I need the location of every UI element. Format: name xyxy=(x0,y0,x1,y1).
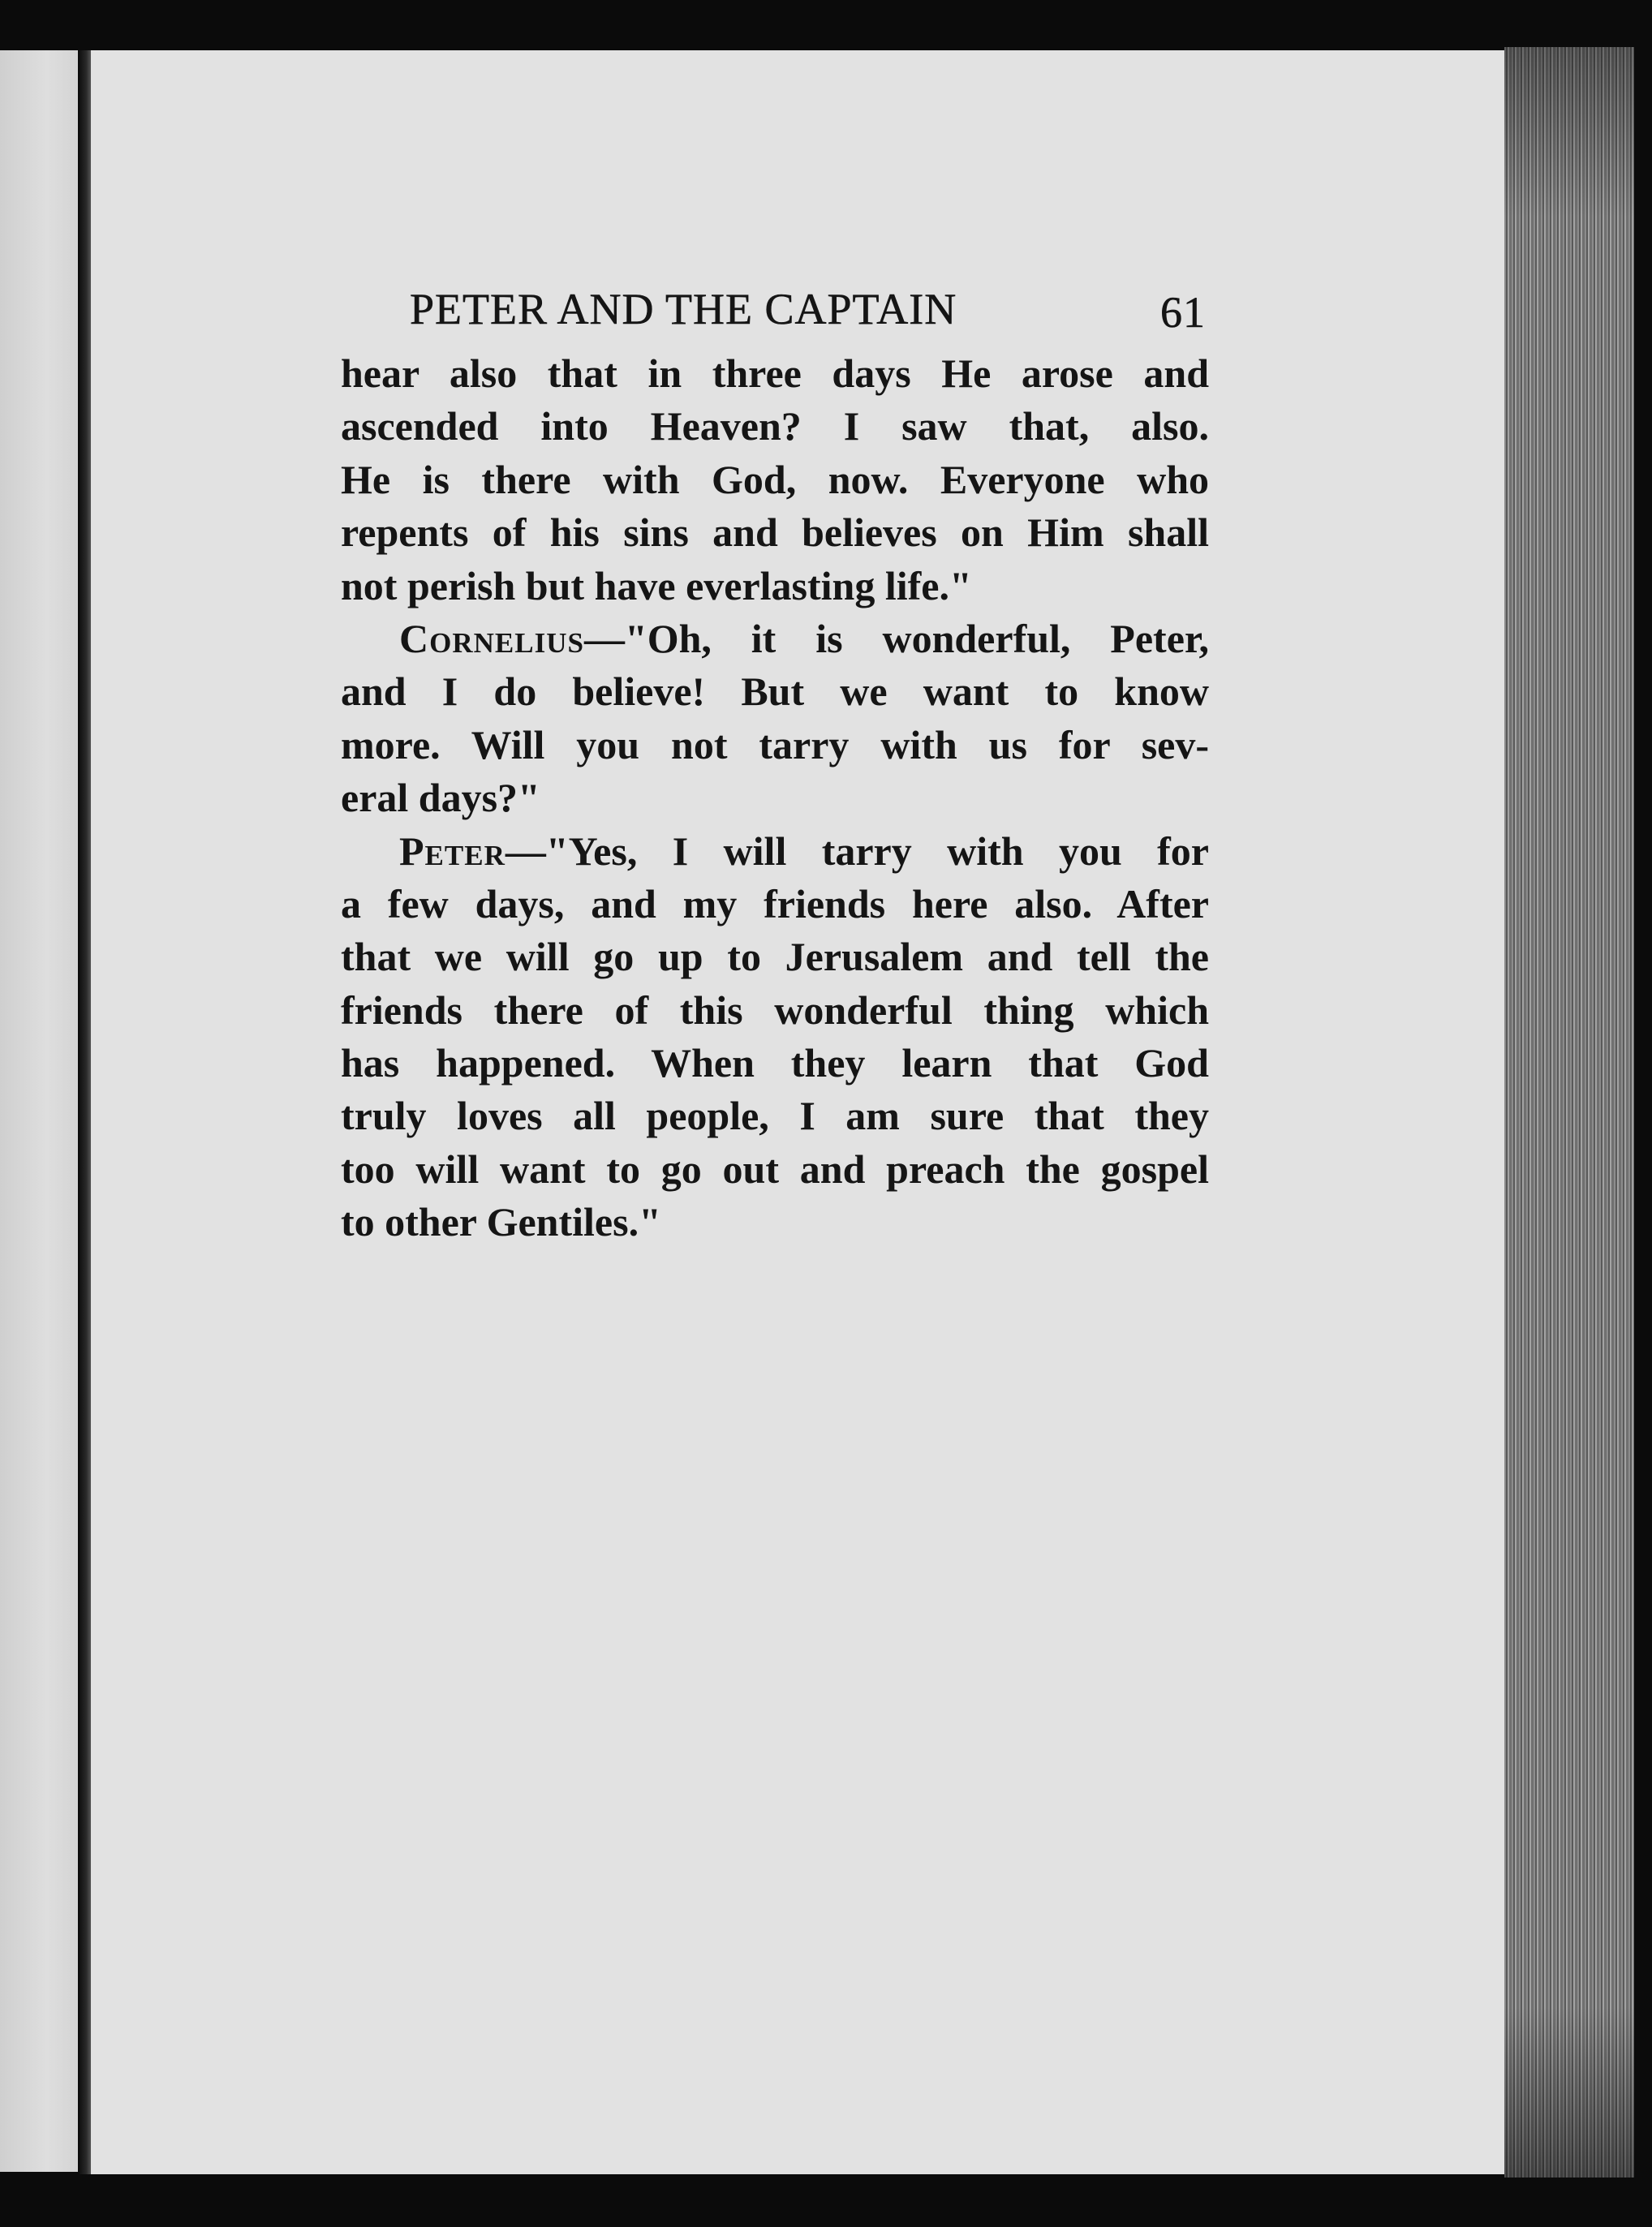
page-number: 61 xyxy=(1160,288,1206,337)
dialogue-text: —"Oh, it is wonderful, Peter, xyxy=(583,615,1209,661)
text-line: too will want to go out and preach the gospel xyxy=(341,1146,1209,1192)
text-line: that we will go up to Jerusalem and tell the xyxy=(341,934,1209,980)
text-line: eral days?" xyxy=(341,775,540,821)
text-line: not perish but have everlasting life." xyxy=(341,562,972,608)
text-line: more. Will you not tarry with us for sev- xyxy=(341,721,1209,767)
text-line: and I do believe! But we want to know xyxy=(341,669,1209,715)
text-line: He is there with God, now. Everyone who xyxy=(341,456,1209,502)
body-text xyxy=(341,347,1209,1249)
speaker-name-peter: Peter xyxy=(399,828,505,874)
text-line: ascended into Heaven? I saw that, also. xyxy=(341,403,1209,449)
text-line: repents of his sins and believes on Him shall xyxy=(341,509,1209,556)
dialogue-line-cornelius xyxy=(341,613,1209,665)
text-line: to other Gentiles." xyxy=(341,1199,661,1245)
text-line: friends there of this wonderful thing which xyxy=(341,987,1209,1033)
facing-page-edge xyxy=(0,50,78,2172)
binding-gutter xyxy=(80,50,91,2174)
text-line: hear also that in three days He arose and xyxy=(341,350,1209,396)
running-head-title: PETER AND THE CAPTAIN xyxy=(410,285,957,333)
speaker-name-cornelius: Cornelius xyxy=(399,615,584,661)
page-stack-edge xyxy=(1504,47,1634,2178)
dialogue-line-peter xyxy=(341,825,1209,878)
text-line: truly loves all people, I am sure that they xyxy=(341,1093,1209,1139)
text-line: has happened. When they learn that God xyxy=(341,1040,1209,1086)
page-text-block xyxy=(341,284,1209,1249)
running-head xyxy=(341,284,1209,347)
text-line: a few days, and my friends here also. After xyxy=(341,880,1209,926)
dialogue-text: —"Yes, I will tarry with you for xyxy=(505,828,1209,874)
